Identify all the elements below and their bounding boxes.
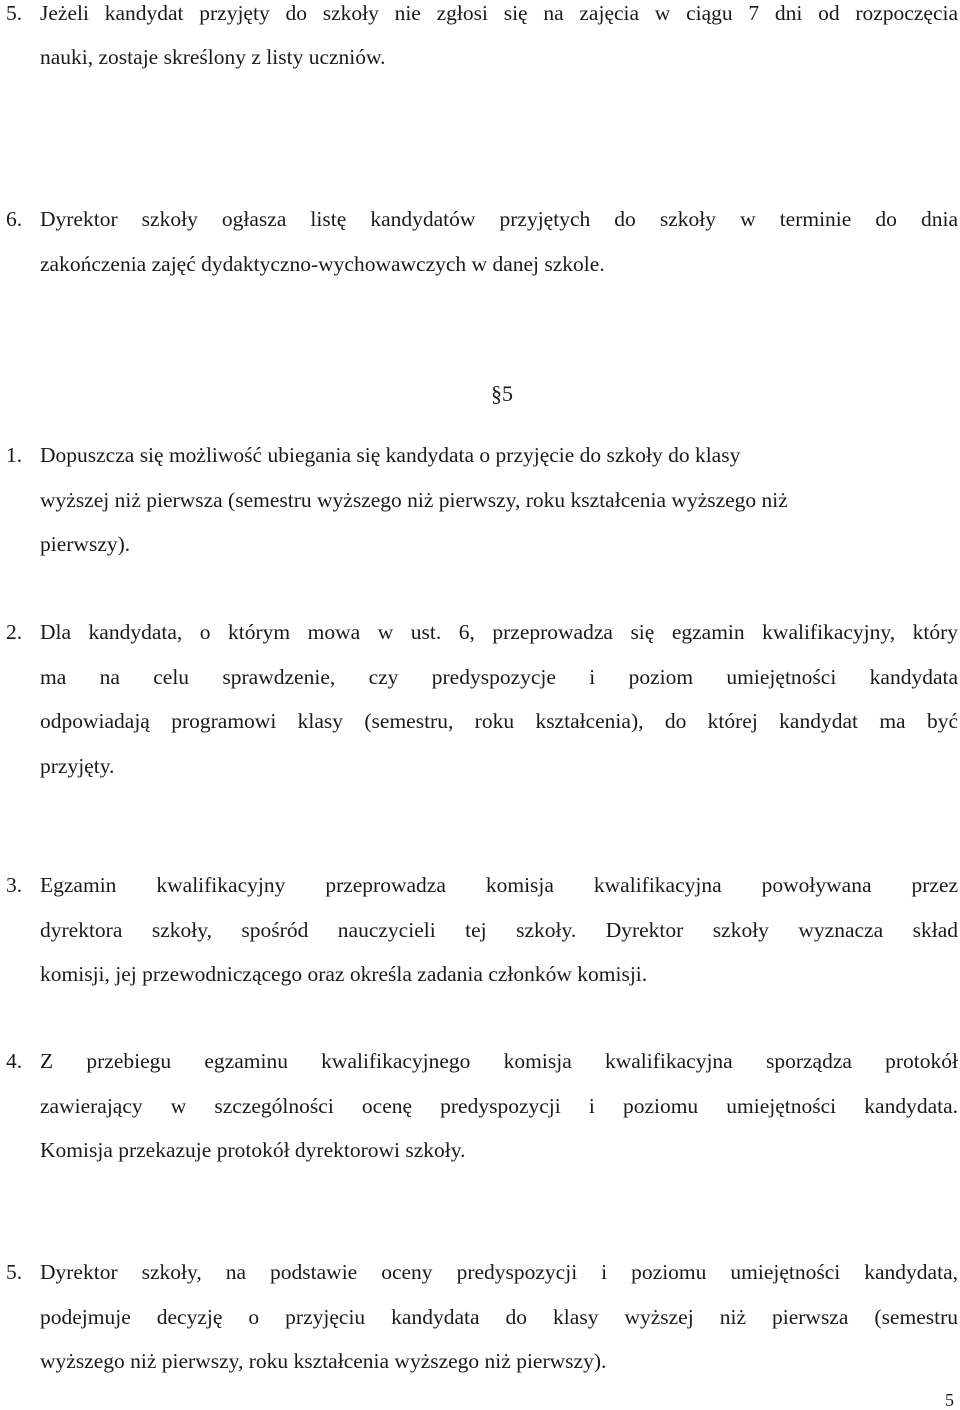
paragraph-line: wyższego niż pierwszy, roku kształcenia wyższego niż pierwszy). bbox=[40, 1349, 607, 1373]
paragraph-line: Komisja przekazuje protokół dyrektorowi szkoły. bbox=[40, 1138, 466, 1162]
paragraph-line: pierwszy). bbox=[40, 532, 131, 556]
paragraph-number: 3. bbox=[6, 873, 23, 897]
item-line: nauki, zostaje skreślony z listy uczniów. bbox=[40, 45, 386, 69]
item-line: zakończenia zajęć dydaktyczno-wychowawczych w danej szkole. bbox=[40, 252, 605, 276]
paragraph-line: komisji, jej przewodniczącego oraz określa zadania członków komisji. bbox=[40, 962, 648, 986]
section-heading: §5 bbox=[491, 381, 513, 406]
paragraph-number: 1. bbox=[6, 443, 23, 467]
paragraph-line: wyższej niż pierwsza (semestru wyższego niż pierwszy, roku kształcenia wyższego niż bbox=[40, 488, 788, 512]
paragraph-number: 5. bbox=[6, 1260, 23, 1284]
paragraph-number: 2. bbox=[6, 620, 23, 644]
paragraph-line: Egzamin kwalifikacyjny przeprowadza komisja kwalifikacyjna powoływana przez bbox=[40, 873, 958, 897]
item-number: 5. bbox=[6, 1, 23, 25]
item-number: 6. bbox=[6, 207, 23, 231]
paragraph-line: ma na celu sprawdzenie, czy predyspozycje i poziom umiejętności kandydata bbox=[40, 665, 958, 689]
paragraph-number: 4. bbox=[6, 1049, 23, 1073]
page-number: 5 bbox=[945, 1390, 954, 1410]
paragraph-line: przyjęty. bbox=[40, 754, 115, 778]
paragraph-line: dyrektora szkoły, spośród nauczycieli tej szkoły. Dyrektor szkoły wyznacza skład bbox=[40, 918, 958, 942]
paragraph-line: Dla kandydata, o którym mowa w ust. 6, przeprowadza się egzamin kwalifikacyjny, który bbox=[40, 620, 958, 644]
paragraph-line: Z przebiegu egzaminu kwalifikacyjnego komisja kwalifikacyjna sporządza protokół bbox=[40, 1049, 958, 1073]
paragraph-line: podejmuje decyzję o przyjęciu kandydata do klasy wyższej niż pierwsza (semestru bbox=[40, 1305, 958, 1329]
paragraph-line: Dopuszcza się możliwość ubiegania się kandydata o przyjęcie do szkoły do klasy bbox=[40, 443, 741, 467]
paragraph-line: odpowiadają programowi klasy (semestru, roku kształcenia), do której kandydat ma być bbox=[40, 709, 958, 733]
paragraph-line: Dyrektor szkoły, na podstawie oceny predyspozycji i poziomu umiejętności kandydata, bbox=[40, 1260, 958, 1284]
item-line: Jeżeli kandydat przyjęty do szkoły nie zgłosi się na zajęcia w ciągu 7 dni od rozpoczęcia bbox=[40, 1, 958, 25]
item-line: Dyrektor szkoły ogłasza listę kandydatów przyjętych do szkoły w terminie do dnia bbox=[40, 207, 958, 231]
paragraph-line: zawierający w szczególności ocenę predyspozycji i poziomu umiejętności kandydata. bbox=[40, 1094, 958, 1118]
